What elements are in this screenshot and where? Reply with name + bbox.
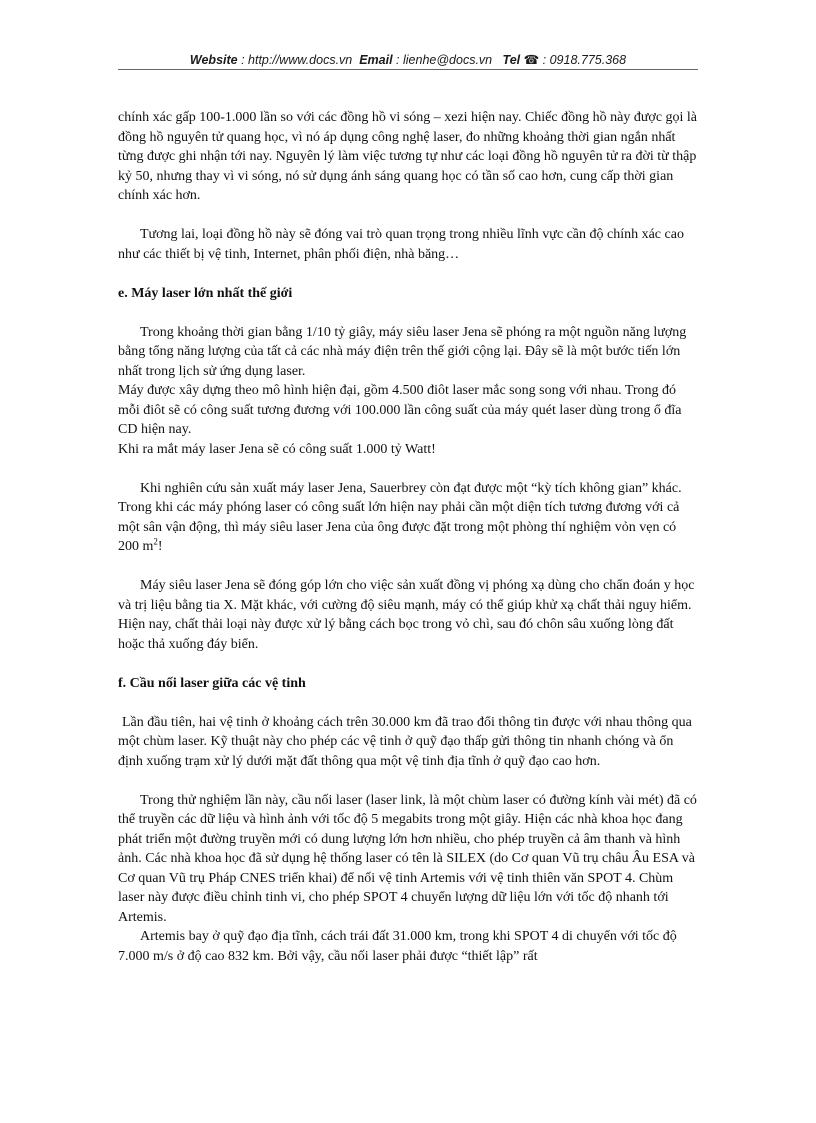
paragraph bbox=[118, 479, 698, 557]
paragraph: Trong khoảng thời gian bằng 1/10 tỷ giây, máy siêu laser Jena sẽ phóng ra một nguồn năng lượng bằng tổng năng lượng của tất cả các nhà máy điện trên thế giới cộng lại. Đây sẽ là một bước tiến lớn nhất trong lịch sử ứng dụng laser. bbox=[118, 324, 687, 379]
superscript: 2 bbox=[153, 536, 158, 547]
page-header bbox=[118, 52, 698, 67]
section-heading-f: f. Cầu nối laser giữa các vệ tinh bbox=[118, 675, 306, 691]
paragraph: Trong thử nghiệm lần này, cầu nối laser (laser link, là một chùm laser có đường kính vài mét) đã có thể truyền các dữ liệu và hình ảnh với tốc độ 5 megabits trong một giây. Hiện các nhà khoa học đang phát triển một đường truyền mới có dung lượng lớn hơn nhiều, cho phép truyền cả âm thanh và hình ảnh. Các nhà khoa học đã sử dụng hệ thống laser có tên là SILEX (do Cơ quan Vũ trụ châu Âu ESA và Cơ quan Vũ trụ Pháp CNES triển khai) để nối vệ tinh Artemis với vệ tinh thiên văn SPOT 4. Chùm laser này được điều chỉnh tinh vi, cho phép SPOT 4 chuyển lượng dữ liệu lớn với tốc độ nhanh tới Artemis. bbox=[118, 792, 697, 925]
paragraph: Máy siêu laser Jena sẽ đóng góp lớn cho việc sản xuất đồng vị phóng xạ dùng cho chẩn đoán y học và trị liệu bằng tia X. Mặt khác, với cường độ siêu mạnh, máy có thể giúp khử xạ chất thải nguy hiểm. Hiện nay, chất thải loại này được xử lý bằng cách bọc trong vỏ chì, sau đó chôn sâu xuống lòng đất hoặc thả xuống đáy biển. bbox=[118, 578, 695, 652]
paragraph: Lần đầu tiên, hai vệ tinh ở khoảng cách trên 30.000 km đã trao đổi thông tin được với nhau thông qua một chùm laser. Kỹ thuật này cho phép các vệ tinh ở quỹ đạo thấp gửi thông tin nhanh chóng và ổn định xuống trạm xử lý dưới mặt đất thông qua một vệ tinh địa tĩnh ở quỹ đạo cao hơn. bbox=[118, 714, 692, 769]
website-label: Website bbox=[189, 53, 238, 67]
email-label: Email bbox=[359, 53, 393, 67]
website-sep: : bbox=[237, 53, 249, 67]
tel-sep: : bbox=[539, 53, 550, 67]
paragraph: chính xác gấp 100-1.000 lần so với các đồng hồ vi sóng – xezi hiện nay. Chiếc đồng hồ này được gọi là đồng hồ nguyên tử quang học, vì nó áp dụng công nghệ laser, đo những khoảng thời gian ngắn nhất từng được ghi nhận tới nay. Nguyên lý làm việc tương tự như các loại đồng hồ nguyên tử ra đời từ thập kỷ 50, nhưng thay vì vi sóng, nó sử dụng ánh sáng quang học có tần số cao hơn, cung cấp thời gian chính xác hơn. bbox=[118, 110, 698, 203]
paragraph: Máy được xây dựng theo mô hình hiện đại, gồm 4.500 điôt laser mắc song song với nhau. Trong đó mỗi điôt sẽ có công suất tương đương với 100.000 lần công suất của máy quét laser dùng trong ổ đĩa CD hiện nay. bbox=[118, 383, 682, 437]
paragraph: Tương lai, loại đồng hồ này sẽ đóng vai trò quan trọng trong nhiều lĩnh vực cần độ chính xác cao như các thiết bị vệ tinh, Internet, phân phối điện, nhà băng… bbox=[118, 227, 684, 262]
section-heading-e: e. Máy laser lớn nhất thế giới bbox=[118, 285, 293, 301]
paragraph-end: ! bbox=[157, 539, 163, 554]
email-link[interactable]: lienhe@docs.vn bbox=[402, 53, 493, 67]
paragraph: Artemis bay ở quỹ đạo địa tĩnh, cách trái đất 31.000 km, trong khi SPOT 4 di chuyển với tốc độ 7.000 m/s ở độ cao 832 km. Bởi vậy, cầu nối laser phải được “thiết lập” rất bbox=[118, 929, 677, 964]
document-body bbox=[118, 108, 698, 966]
email-sep: : bbox=[392, 53, 403, 67]
website-link[interactable]: http://www.docs.vn bbox=[248, 53, 353, 67]
paragraph-text: Khi nghiên cứu sản xuất máy laser Jena, Sauerbrey còn đạt được một “kỳ tích không gian” khác. Trong khi các máy phóng laser có công suất lớn hiện nay phải cần một diện tích tương đương với cả một sân vận động, thì máy siêu laser Jena của ông được đặt trong một phòng thí nghiệm vỏn vẹn có 200 m bbox=[118, 480, 682, 554]
tel-label: Tel ☎ bbox=[502, 53, 540, 67]
paragraph: Khi ra mắt máy laser Jena sẽ có công suất 1.000 tỷ Watt! bbox=[118, 441, 436, 457]
header-divider bbox=[118, 69, 698, 70]
tel-number: 0918.775.368 bbox=[549, 53, 627, 67]
